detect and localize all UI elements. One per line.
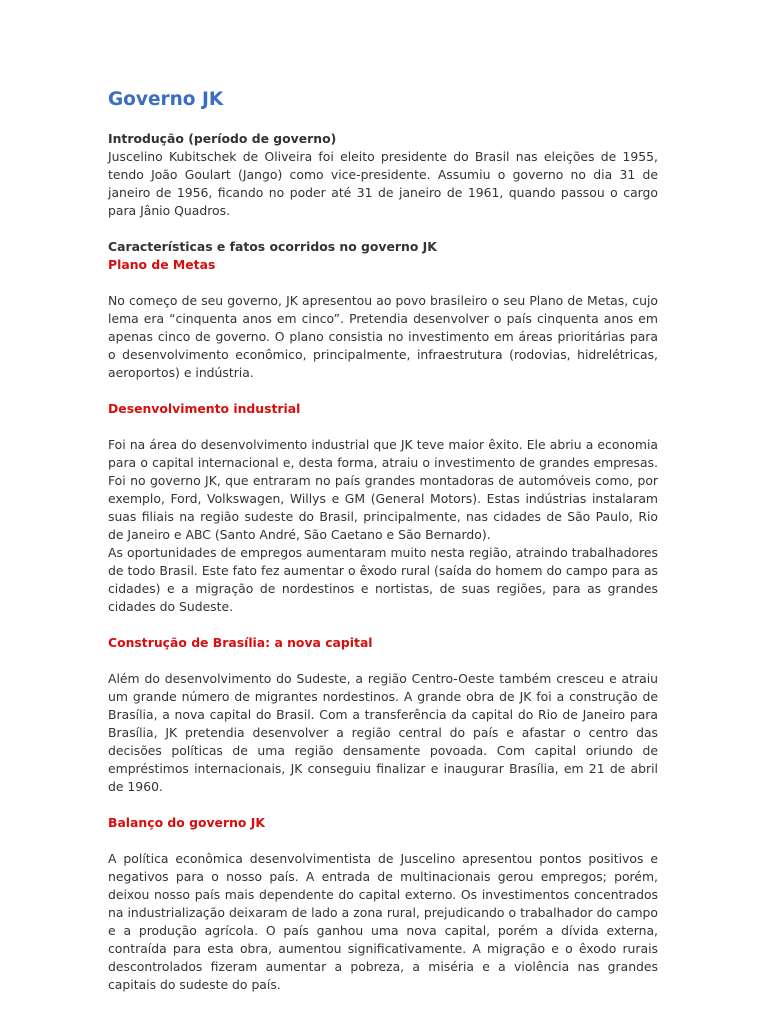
section-heading-construcao-de-brasilia: Construção de Brasília: a nova capital: [108, 635, 373, 650]
plano-de-metas-paragraph: No começo de seu governo, JK apresentou ao povo brasileiro o seu Plano de Metas, cujo lema era “cinquenta anos em cinco”. Pretendia desenvolver o país cinquenta anos em apenas cinco de governo. O plano consistia no investimento em áreas prioritárias para o desenvolvimento econômico, principalmente, infraestrutura (rodovias, hidrelétricas, aeroportos) e indústria.: [108, 293, 658, 380]
page-title: Governo JK: [108, 89, 224, 110]
section-heading-desenvolvimento-industrial: Desenvolvimento industrial: [108, 401, 301, 416]
desenvolvimento-paragraph-1: Foi na área do desenvolvimento industrial que JK teve maior êxito. Ele abriu a economia para o capital internacional e, desta forma, atraiu o investimento de grandes empresas. Foi no governo JK, que entraram no país grandes montadoras de automóveis como, por exemplo, Ford, Volkswagen, Willys e GM (General Motors). Estas indústrias instalaram suas filiais na região sudeste do Brasil, principalmente, nas cidades de São Paulo, Rio de Janeiro e ABC (Santo André, São Caetano e São Bernardo).: [108, 437, 658, 542]
document-page: [108, 88, 658, 994]
desenvolvimento-paragraph-2: As oportunidades de empregos aumentaram muito nesta região, atraindo trabalhadores de todo Brasil. Este fato fez aumentar o êxodo rural (saída do homem do campo para as cidades) e a migração de nordestinos e nortistas, de suas regiões, para as grandes cidades do Sudeste.: [108, 545, 658, 614]
brasilia-paragraph: Além do desenvolvimento do Sudeste, a região Centro-Oeste também cresceu e atraiu um grande número de migrantes nordestinos. A grande obra de JK foi a construção de Brasília, a nova capital do Brasil. Com a transferência da capital do Rio de Janeiro para Brasília, JK pretendia desenvolver a região central do país e afastar o centro das decisões políticas de uma região densamente povoada. Com capital oriundo de empréstimos internacionais, JK conseguiu finalizar e inaugurar Brasília, em 21 de abril de 1960.: [108, 671, 658, 794]
balanco-paragraph: A política econômica desenvolvimentista de Juscelino apresentou pontos positivos e negativos para o nosso país. A entrada de multinacionais gerou empregos; porém, deixou nosso país mais dependente do capital externo. Os investimentos concentrados na industrialização deixaram de lado a zona rural, prejudicando o trabalhador do campo e a produção agrícola. O país ganhou uma nova capital, porém a dívida externa, contraída para esta obra, aumentou significativamente. A migração e o êxodo rurais descontrolados fizeram aumentar a pobreza, a miséria e a violência nas grandes capitais do sudeste do país.: [108, 851, 658, 992]
section-heading-plano-de-metas: Plano de Metas: [108, 257, 216, 272]
intro-paragraph: Juscelino Kubitschek de Oliveira foi eleito presidente do Brasil nas eleições de 1955, tendo João Goulart (Jango) como vice-presidente. Assumiu o governo no dia 31 de janeiro de 1956, ficando no poder até 31 de janeiro de 1961, quando passou o cargo para Jânio Quadros.: [108, 149, 658, 218]
intro-heading: Introdução (período de governo): [108, 131, 337, 146]
section-heading-balanco-do-governo: Balanço do governo JK: [108, 815, 265, 830]
characteristics-heading: Características e fatos ocorridos no governo JK: [108, 239, 437, 254]
